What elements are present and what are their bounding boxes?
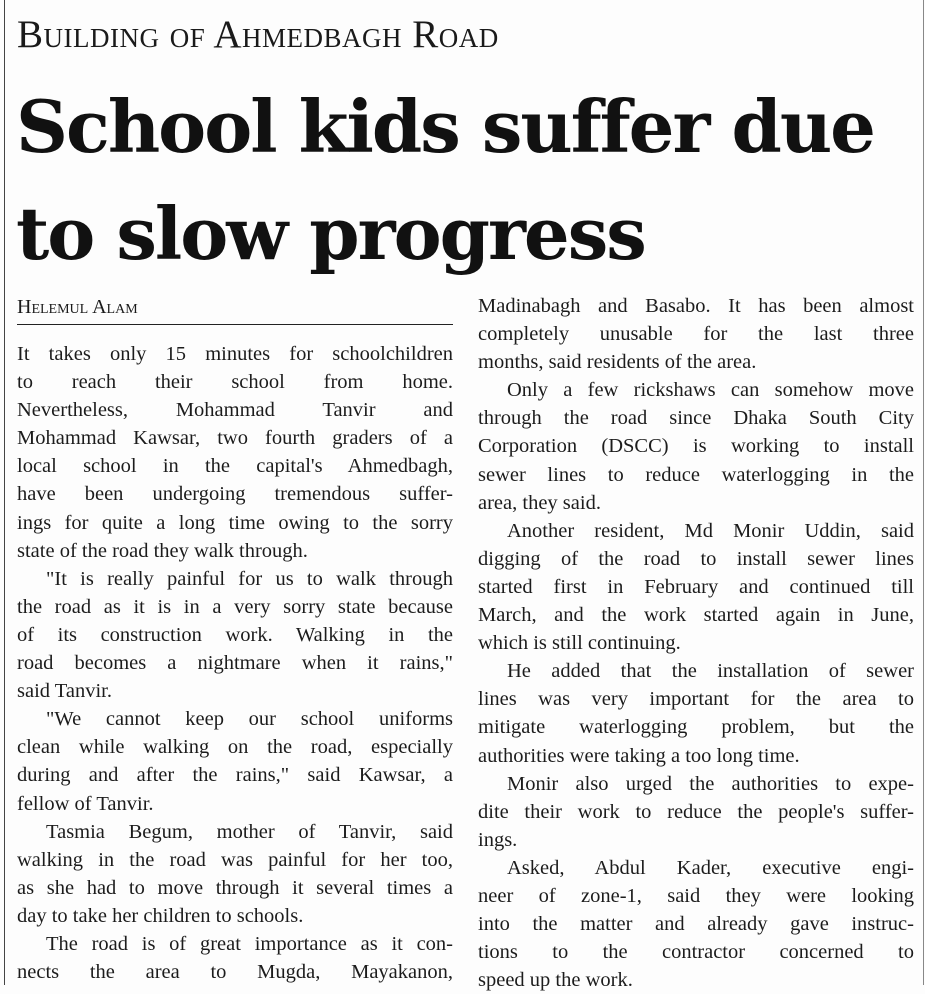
body-line: have been undergoing tremendous suffer- bbox=[17, 483, 453, 506]
body-line: Tasmia Begum, mother of Tanvir, said bbox=[46, 820, 453, 843]
headline-line: School kids suffer due bbox=[16, 84, 874, 169]
body-line: lines was very important for the area to bbox=[478, 688, 914, 711]
body-line: fellow of Tanvir. bbox=[17, 792, 154, 815]
body-line: Another resident, Md Monir Uddin, said bbox=[507, 519, 914, 542]
body-line: as she had to move through it several times a bbox=[17, 876, 453, 899]
body-line: digging of the road to install sewer lines bbox=[478, 547, 914, 570]
body-line: clean while walking on the road, especially bbox=[17, 736, 453, 759]
body-line: months, said residents of the area. bbox=[478, 351, 757, 374]
body-line: tions to the contractor concerned to bbox=[478, 941, 914, 964]
body-line: into the matter and already gave instruc- bbox=[478, 913, 914, 936]
body-line: area, they said. bbox=[478, 491, 601, 514]
body-line: "We cannot keep our school uniforms bbox=[46, 708, 453, 731]
body-line: dite their work to reduce the people's suffer- bbox=[478, 800, 914, 823]
body-line: state of the road they walk through. bbox=[17, 539, 308, 562]
column-rule-left bbox=[4, 0, 5, 985]
body-line: Nevertheless, Mohammad Tanvir and bbox=[17, 399, 453, 422]
body-line: ings. bbox=[478, 828, 518, 851]
body-line: day to take her children to schools. bbox=[17, 904, 304, 927]
article-column-left bbox=[17, 340, 453, 986]
body-line: It takes only 15 minutes for schoolchildren bbox=[17, 343, 453, 365]
body-line: walking in the road was painful for her too, bbox=[17, 848, 453, 871]
body-line: "It is really painful for us to walk through bbox=[46, 567, 453, 590]
body-line: through the road since Dhaka South City bbox=[478, 407, 914, 430]
body-line: authorities were taking a too long time. bbox=[478, 744, 800, 767]
body-line: local school in the capital's Ahmedbagh, bbox=[17, 455, 453, 478]
article-byline: Helemul Alam bbox=[17, 294, 453, 325]
body-line: Only a few rickshaws can somehow move bbox=[507, 379, 914, 402]
body-line: speed up the work. bbox=[478, 969, 633, 992]
body-line: completely unusable for the last three bbox=[478, 323, 914, 346]
body-line: He added that the installation of sewer bbox=[507, 660, 914, 683]
body-line: neer of zone-1, said they were looking bbox=[478, 884, 914, 907]
body-line: the road as it is in a very sorry state because bbox=[17, 595, 453, 618]
body-line: The road is of great importance as it con- bbox=[46, 932, 453, 955]
article-column-right bbox=[478, 292, 914, 994]
body-line: Madinabagh and Basabo. It has been almost bbox=[478, 295, 914, 317]
body-line: of its construction work. Walking in the bbox=[17, 623, 453, 646]
headline-line: to slow progress bbox=[16, 191, 645, 276]
body-line: Monir also urged the authorities to expe- bbox=[507, 772, 914, 795]
body-line: said Tanvir. bbox=[17, 680, 112, 703]
body-line: during and after the rains," said Kawsar, a bbox=[17, 764, 453, 787]
body-line: ings for quite a long time owing to the sorry bbox=[17, 511, 453, 534]
body-line: to reach their school from home. bbox=[17, 371, 453, 394]
column-rule-right bbox=[923, 0, 924, 985]
body-line: Mohammad Kawsar, two fourth graders of a bbox=[17, 427, 453, 450]
article-kicker: Building of Ahmedbagh Road bbox=[17, 13, 499, 56]
body-line: March, and the work started again in June, bbox=[478, 604, 914, 627]
body-line: road becomes a nightmare when it rains," bbox=[17, 652, 453, 675]
article-headline bbox=[16, 73, 921, 287]
body-line: mitigate waterlogging problem, but the bbox=[478, 716, 914, 739]
body-line: nects the area to Mugda, Mayakanon, bbox=[17, 961, 453, 984]
body-line: Asked, Abdul Kader, executive engi- bbox=[507, 856, 914, 879]
body-line: Corporation (DSCC) is working to install bbox=[478, 435, 914, 458]
body-line: started first in February and continued till bbox=[478, 575, 914, 598]
body-line: which is still continuing. bbox=[478, 632, 681, 655]
body-line: sewer lines to reduce waterlogging in the bbox=[478, 463, 914, 486]
